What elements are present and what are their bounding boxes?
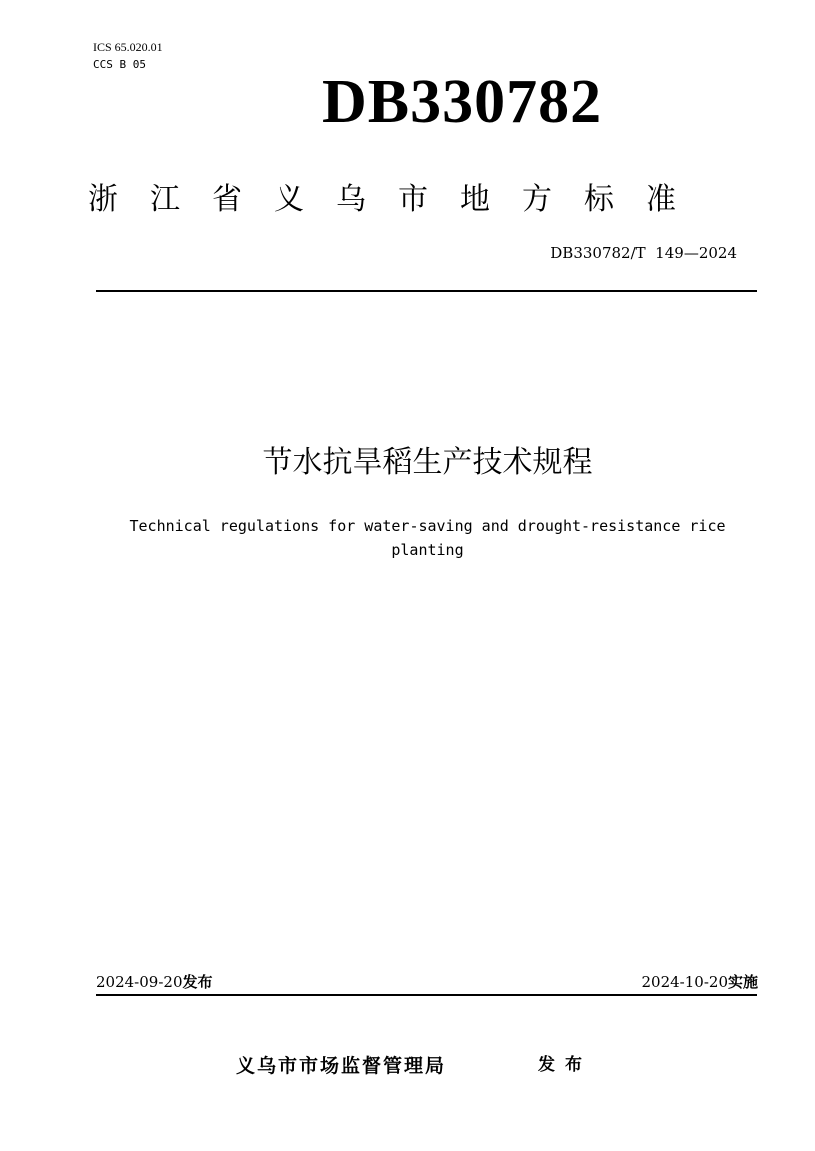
standard-number: DB330782/T 149—2024: [550, 244, 737, 262]
issue-date: 2024-09-20: [96, 973, 183, 991]
standard-type-title: 浙江省义乌市地方标准: [88, 182, 708, 217]
implement-date-line: [642, 971, 759, 993]
ccs-code: CCS B 05: [93, 58, 146, 71]
top-divider: [96, 290, 757, 292]
bottom-divider: [96, 994, 757, 996]
issue-label: 发布: [182, 973, 213, 991]
document-title-chinese: 节水抗旱稻生产技术规程: [262, 445, 593, 480]
publish-label: 发布: [538, 1055, 592, 1075]
implement-label: 实施: [727, 973, 758, 991]
standard-logo: DB330782: [322, 68, 603, 136]
ics-code: ICS 65.020.01: [93, 40, 163, 54]
issue-date-line: [96, 971, 213, 993]
implement-date: 2024-10-20: [641, 973, 728, 991]
publisher-name: 义乌市市场监督管理局: [236, 1055, 447, 1077]
document-title-english: Technical regulations for water-saving and drought-resistance rice planting: [129, 517, 726, 559]
